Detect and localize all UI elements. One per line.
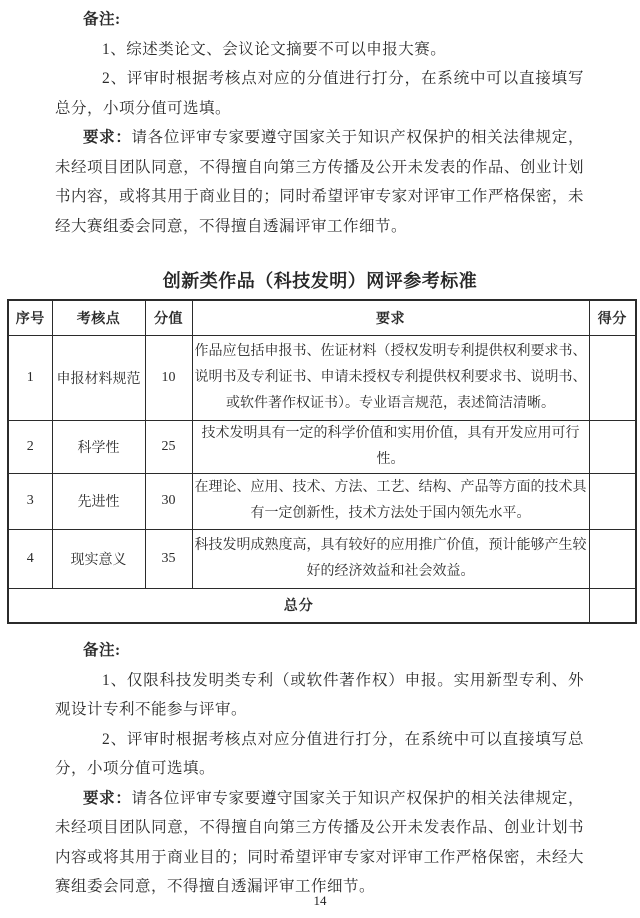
row-no: 1 (8, 335, 52, 420)
header-result: 得分 (589, 300, 636, 335)
table-row (8, 335, 636, 420)
row-result-cell (589, 335, 636, 420)
table-title: 创新类作品（科技发明）网评参考标准 (162, 271, 478, 291)
top-requirements-label: 要求： (83, 129, 132, 146)
header-no: 序号 (8, 300, 52, 335)
row-no: 4 (8, 529, 52, 588)
row-point: 申报材料规范 (52, 335, 145, 420)
bottom-note-item-1: 1、仅限科技发明类专利（或软件著作权）申报。实用新型专利、外观设计专利不能参与评审。 (55, 671, 584, 718)
top-requirements-text: 请各位评审专家要遵守国家关于知识产权保护的相关法律规定，未经项目团队同意，不得擅自向第三方传播及公开未发表的作品、创业计划书内容，或将其用于商业目的；同时希望评审专家对评审工作严格保密，未经大赛组委会同意，不得擅自透漏评审工作细节。 (55, 129, 584, 235)
row-point: 现实意义 (52, 529, 145, 588)
row-score: 35 (145, 529, 192, 588)
page-number: 14 (313, 893, 327, 908)
row-requirement: 技术发明具有一定的科学价值和实用价值，具有开发应用可行性。 (192, 420, 589, 473)
total-label: 总分 (8, 588, 589, 623)
table-header-row (8, 300, 636, 335)
row-requirement: 作品应包括申报书、佐证材料（授权发明专利提供权利要求书、说明书及专利证书、申请未授权专利提供权利要求书、说明书、或软件著作权证书）。专业语言规范，表述简洁清晰。 (192, 335, 589, 420)
bottom-requirements-text: 请各位评审专家要遵守国家关于知识产权保护的相关法律规定，未经项目团队同意，不得擅自向第三方传播及公开未发表作品、创业计划书内容或将其用于商业目的；同时希望评审专家对评审工作严格保密，未经大赛组委会同意，不得擅自透漏评审工作细节。 (55, 789, 584, 895)
row-score: 25 (145, 420, 192, 473)
row-result-cell (589, 529, 636, 588)
top-requirements-paragraph (55, 123, 584, 241)
table-row (8, 529, 636, 588)
top-note-item-1: 1、综述类论文、会议论文摘要不可以申报大赛。 (102, 40, 447, 58)
row-result-cell (589, 420, 636, 473)
row-no: 2 (8, 420, 52, 473)
row-requirement: 科技发明成熟度高，具有较好的应用推广价值，预计能够产生较好的经济效益和社会效益。 (192, 529, 589, 588)
bottom-requirements-label: 要求： (83, 789, 132, 807)
row-score: 30 (145, 473, 192, 529)
header-requirement: 要求 (192, 300, 589, 335)
evaluation-table (7, 299, 637, 624)
row-requirement: 在理论、应用、技术、方法、工艺、结构、产品等方面的技术具有一定创新性，技术方法处于国内领先水平。 (192, 473, 589, 529)
row-no: 3 (8, 473, 52, 529)
total-result-cell (589, 588, 636, 623)
row-point: 科学性 (52, 420, 145, 473)
top-notes-section (0, 5, 640, 123)
header-score: 分值 (145, 300, 192, 335)
bottom-notes-label: 备注: (83, 642, 121, 659)
bottom-notes-section (0, 636, 640, 784)
top-note-item-2: 2、评审时根据考核点对应的分值进行打分，在系统中可以直接填写总分，小项分值可选填。 (55, 70, 584, 117)
table-row (8, 420, 636, 473)
table-total-row (8, 588, 636, 623)
table-row (8, 473, 636, 529)
header-point: 考核点 (52, 300, 145, 335)
top-notes-label: 备注: (83, 11, 121, 28)
row-point: 先进性 (52, 473, 145, 529)
bottom-note-item-2: 2、评审时根据考核点对应分值进行打分，在系统中可以直接填写总分，小项分值可选填。 (55, 730, 584, 777)
row-score: 10 (145, 335, 192, 420)
row-result-cell (589, 473, 636, 529)
bottom-requirements-paragraph (55, 784, 584, 902)
